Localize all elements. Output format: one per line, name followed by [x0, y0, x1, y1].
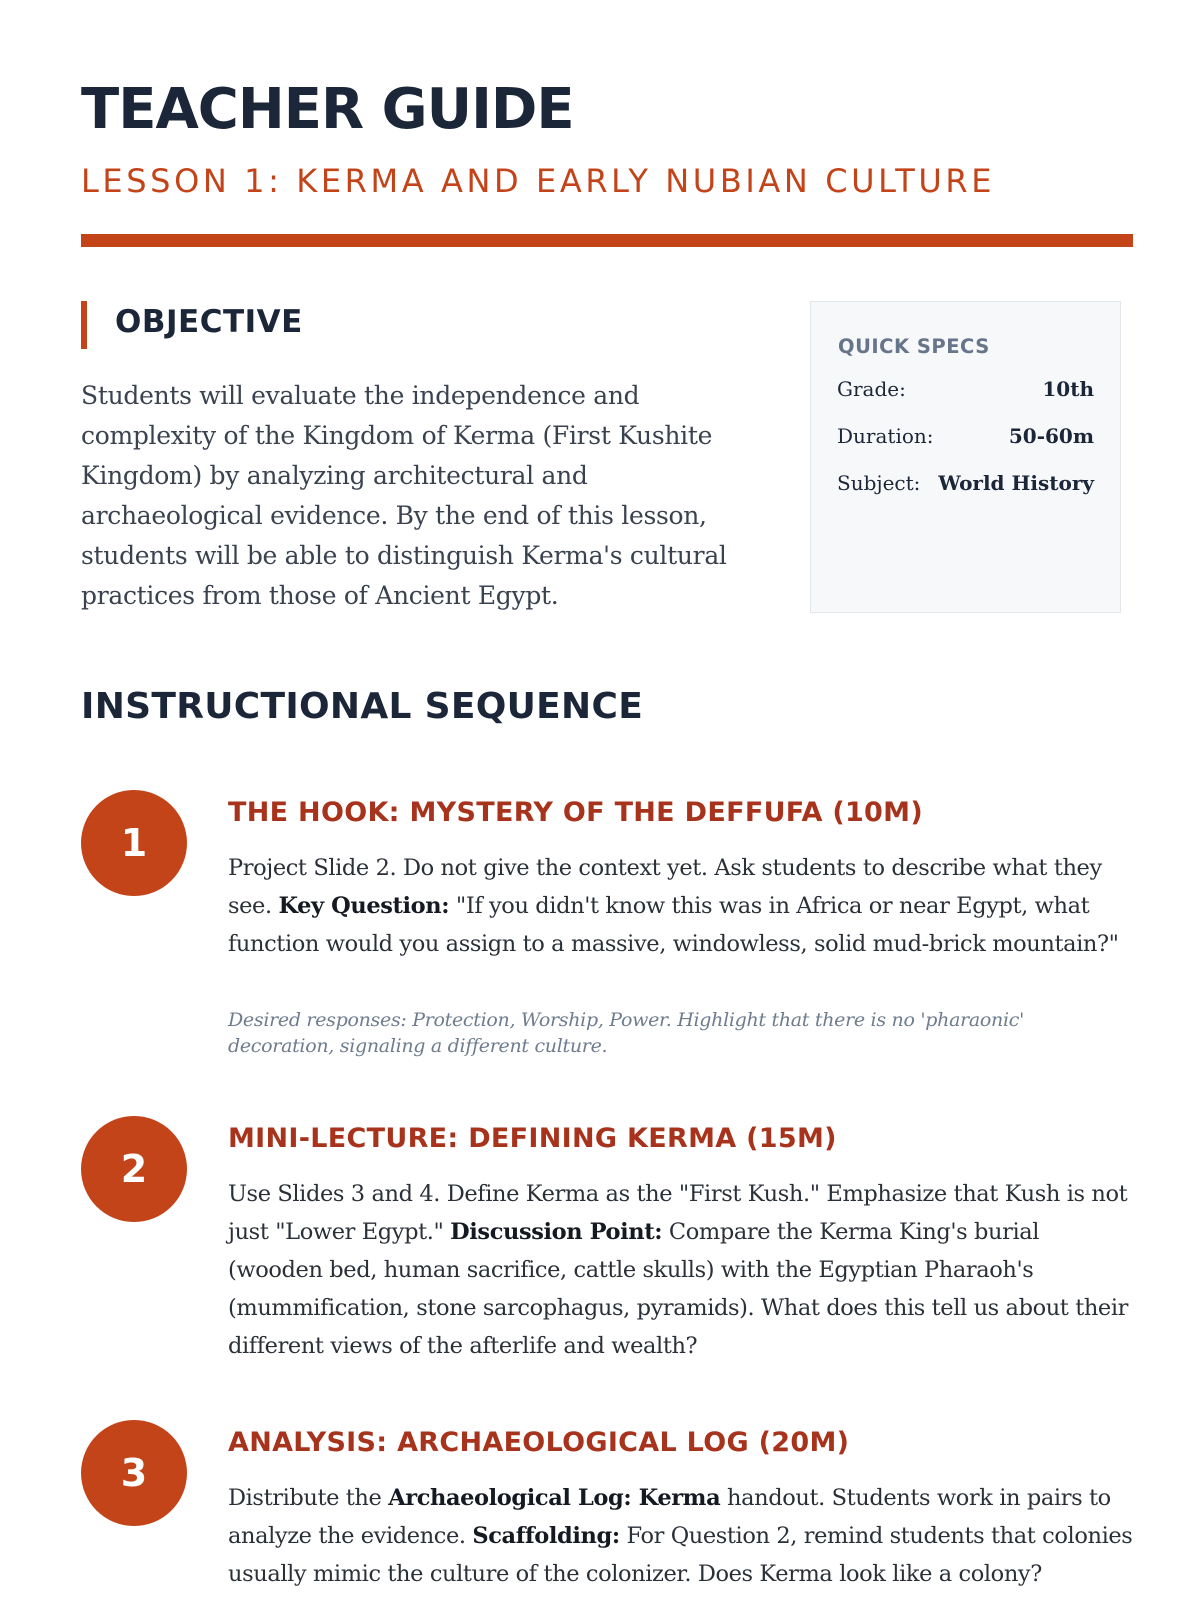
step-number-badge: 1: [81, 790, 187, 896]
step-number-badge: 2: [81, 1116, 187, 1222]
scaffolding-label: Scaffolding:: [472, 1523, 620, 1549]
step-text: handout. Students work in pairs to analyze the evidence.: [228, 1485, 1111, 1549]
step-body: [228, 1175, 1133, 1365]
objective-text: Students will evaluate the independence and complexity of the Kingdom of Kerma (First Kushite Kingdom) by analyzing architectural and archaeological evidence. By the end of this lesson, students will be able to distinguish Kerma's cultural practices from those of Ancient Egypt.: [81, 381, 727, 610]
step-title: ANALYSIS: ARCHAEOLOGICAL LOG (20M): [228, 1427, 850, 1458]
step-number-badge: 3: [81, 1420, 187, 1526]
spec-row-grade: [837, 377, 1094, 407]
spec-row-subject: [837, 471, 1094, 501]
quick-specs-box: [810, 301, 1121, 613]
spec-label: Grade:: [837, 377, 906, 401]
spec-row-duration: [837, 424, 1094, 454]
quick-specs-title: QUICK SPECS: [838, 335, 990, 358]
spec-value: World History: [938, 471, 1094, 495]
instructional-sequence-heading: INSTRUCTIONAL SEQUENCE: [81, 686, 644, 727]
step-text: "If you didn't know this was in Africa or near Egypt, what function would you assign to a massive, windowless, solid mud-brick mountain?": [228, 893, 1119, 957]
step-text: Compare the Kerma King's burial (wooden bed, human sacrifice, cattle skulls) with the Egyptian Pharaoh's (mummification, stone sarcophagus, pyramids). What does this tell us about their different views of the afterlife and wealth?: [228, 1219, 1129, 1359]
header-divider: [81, 234, 1133, 247]
objective-accent-bar: [81, 301, 87, 349]
handout-name: Archaeological Log: Kerma: [388, 1485, 721, 1511]
step-text: Project Slide 2. Do not give the context yet. Ask students to describe what they see.: [228, 855, 1102, 919]
lesson-subtitle: LESSON 1: KERMA AND EARLY NUBIAN CULTURE: [81, 162, 996, 200]
step-text: Distribute the: [228, 1485, 389, 1511]
objective-heading: OBJECTIVE: [115, 304, 303, 340]
spec-value: 50-60m: [1008, 424, 1094, 448]
step-title: MINI-LECTURE: DEFINING KERMA (15M): [228, 1123, 837, 1154]
teacher-guide-page: [81, 0, 1133, 1600]
page-title: TEACHER GUIDE: [81, 77, 574, 142]
step-text: Use Slides 3 and 4. Define Kerma as the "First Kush." Emphasize that Kush is not just "Lower Egypt.": [228, 1181, 1128, 1245]
step-body: [228, 849, 1133, 963]
spec-label: Duration:: [837, 424, 934, 448]
step-title: THE HOOK: MYSTERY OF THE DEFFUFA (10M): [228, 797, 923, 828]
spec-label: Subject:: [837, 471, 921, 495]
key-question-label: Key Question:: [278, 893, 450, 919]
step-text: For Question 2, remind students that colonies usually mimic the culture of the colonizer. Does Kerma look like a colony?: [228, 1523, 1133, 1587]
discussion-point-label: Discussion Point:: [450, 1219, 663, 1245]
spec-value: 10th: [1042, 377, 1094, 401]
step-body: [228, 1479, 1133, 1593]
step-note: Desired responses: Protection, Worship, Power. Highlight that there is no 'pharaonic' decoration, signaling a different culture.: [228, 1009, 1025, 1057]
